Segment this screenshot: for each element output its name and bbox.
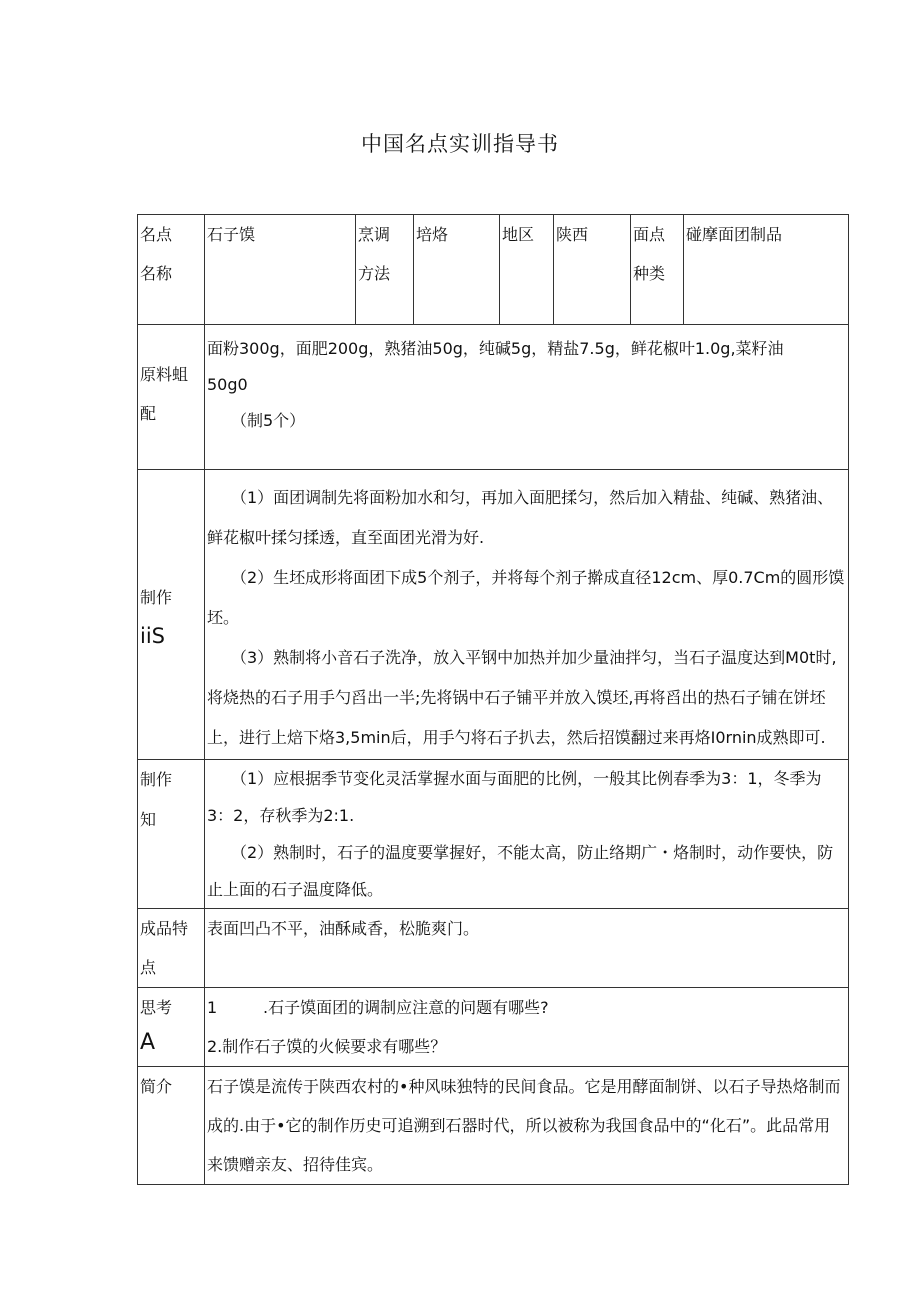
- thinking-label-line2: A: [140, 1030, 156, 1055]
- knowledge-label-line1: 制作: [140, 770, 173, 789]
- process-step-3: （3）熟制将小音石子洗净，放入平钢中加热并加少量油拌匀，当石子温度达到M0t时,将烧热的石子用手勺舀出一半;先将锅中石子铺平并放入馍坯,再将舀出的热石子铺在饼坯上，进行上焙下烙3,5min后，用手勺将石子扒去，然后招馍翻过来再烙I0rnin成熟即可.: [207, 648, 837, 747]
- materials-row: [138, 325, 849, 470]
- knowledge-label-cell: [138, 760, 205, 909]
- page-title: 中国名点实训指导书: [361, 132, 559, 156]
- intro-label: 简介: [138, 1067, 205, 1185]
- name-value: 石子馍: [205, 215, 356, 325]
- thinking-label-cell: [138, 988, 205, 1067]
- features-label-line1: 成品特: [140, 919, 189, 938]
- name-label-cell: [138, 215, 205, 325]
- region-label: 地区: [500, 215, 554, 325]
- type-label-cell: [631, 215, 684, 325]
- question-1-text: .石子馍面团的调制应注意的问题有哪些?: [263, 998, 549, 1017]
- process-row: [138, 470, 849, 760]
- features-label-cell: [138, 909, 205, 988]
- materials-line-3: （制5个）: [231, 411, 306, 430]
- process-step-2: （2）生坯成形将面团下成5个剂子，并将每个剂子擀成直径12cm、厚0.7Cm的圆形馍坯。: [207, 568, 845, 627]
- method-label-line2: 方法: [358, 264, 391, 283]
- materials-content: [205, 325, 849, 470]
- intro-content: 石子馍是流传于陕西农村的•种风味独特的民间食品。它是用酵面制饼、以石子导热烙制而成的.由于•它的制作历史可追溯到石器时代，所以被称为我国食品中的“化石”。此品常用来馈赠亲友、招待佳宾。: [205, 1067, 849, 1185]
- header-row: [138, 215, 849, 325]
- type-value: 碰摩面团制品: [684, 215, 849, 325]
- process-label-cell: [138, 470, 205, 760]
- method-label-cell: [356, 215, 414, 325]
- question-1-number: 1: [207, 998, 218, 1017]
- materials-label-cell: [138, 325, 205, 470]
- question-2: 2.制作石子馍的火候要求有哪些？: [207, 1037, 447, 1056]
- type-label-line1: 面点: [633, 225, 666, 244]
- materials-line-1: 面粉300g，面肥200g，熟猪油50g，纯碱5g，精盐7.5g，鲜花椒叶1.0g,菜籽油: [207, 339, 784, 358]
- features-content: 表面凹凸不平，油酥咸香，松脆爽门。: [205, 909, 849, 988]
- name-label-line2: 名称: [140, 264, 173, 283]
- knowledge-content: [205, 760, 849, 909]
- process-label-line1: 制作: [140, 588, 173, 607]
- thinking-content: [205, 988, 849, 1067]
- materials-label-line2: 配: [140, 404, 157, 423]
- intro-row: [138, 1067, 849, 1185]
- features-row: [138, 909, 849, 988]
- knowledge-row: [138, 760, 849, 909]
- question-1: [207, 988, 846, 1027]
- recipe-table: [137, 214, 849, 1185]
- process-content: [205, 470, 849, 760]
- materials-line-2: 50g0: [207, 375, 248, 394]
- method-label-line1: 烹调: [358, 225, 391, 244]
- process-step-1: （1）面团调制先将面粉加水和匀，再加入面肥揉匀，然后加入精盐、纯碱、熟猪油、鲜花椒叶揉匀揉透，直至面团光滑为好.: [207, 488, 834, 547]
- process-label-line2: iiS: [140, 624, 165, 648]
- type-label-line2: 种类: [633, 264, 666, 283]
- region-value: 陕西: [554, 215, 631, 325]
- knowledge-tip-2: （2）熟制时，石子的温度要掌握好，不能太高，防止络期广・烙制时，动作要快，防止上面的石子温度降低。: [207, 843, 834, 899]
- method-value: 培烙: [414, 215, 500, 325]
- thinking-row: [138, 988, 849, 1067]
- name-label-line1: 名点: [140, 225, 173, 244]
- knowledge-label-line2: 知: [140, 810, 157, 829]
- thinking-label-line1: 思考: [140, 998, 173, 1017]
- features-label-line2: 点: [140, 958, 157, 977]
- knowledge-tip-1: （1）应根据季节变化灵活掌握水面与面肥的比例，一般其比例春季为3：1，冬季为3：2，存秋季为2:1.: [207, 769, 822, 825]
- materials-label-line1: 原料蛆: [140, 365, 189, 384]
